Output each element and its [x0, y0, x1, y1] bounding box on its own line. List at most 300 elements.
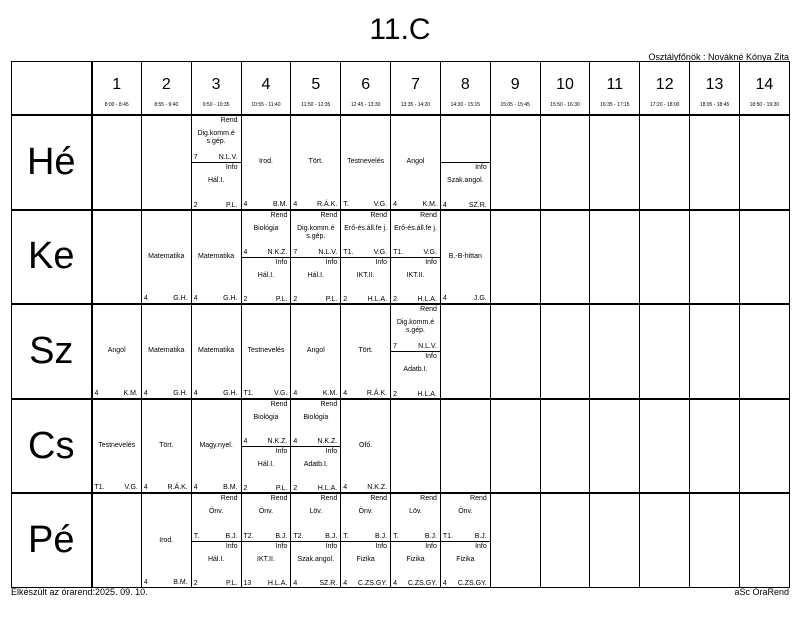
subject-name: Fizika — [456, 555, 475, 563]
period-number: 12 — [655, 76, 674, 93]
subject-name: Irod. — [258, 158, 273, 166]
lesson-content — [690, 494, 739, 587]
day-header — [12, 493, 92, 588]
lesson-cell — [291, 493, 341, 588]
lesson-content — [142, 211, 191, 304]
lesson-cell — [141, 304, 191, 399]
lesson-content — [291, 305, 340, 398]
teacher-label: G.H. — [223, 295, 238, 303]
room-label: 2 — [293, 485, 298, 493]
room-label: 2 — [193, 580, 198, 588]
generated-date: Elkészült az órarend:2025. 09. 10. — [11, 587, 148, 597]
teacher-label: C.ZS.GY. — [457, 580, 487, 588]
group-label: Rend — [470, 495, 487, 503]
lesson-content — [441, 305, 490, 398]
period-header — [291, 62, 341, 116]
lesson-content — [391, 116, 440, 209]
teacher-label: H.L.A. — [417, 390, 437, 398]
subject-name: Biológia — [253, 224, 279, 232]
room-label: 4 — [293, 438, 298, 446]
room-label: 4 — [143, 484, 148, 492]
lesson-cell — [92, 304, 142, 399]
subject-name: Löv. — [409, 508, 422, 516]
group-label: Info — [425, 542, 437, 550]
group-label: Rend — [370, 495, 388, 503]
lesson-cell — [241, 399, 291, 494]
teacher-label: N.K.Z. — [267, 248, 288, 256]
subject-name: Fizika — [406, 555, 425, 563]
period-header — [490, 62, 540, 116]
room-label: 4 — [343, 484, 348, 492]
lesson-cell — [440, 115, 490, 210]
lesson-group-block — [192, 116, 241, 162]
lesson-group-block — [391, 305, 440, 351]
subject-name: Szak.angol. — [447, 177, 484, 185]
lesson-content — [491, 211, 540, 304]
teacher-label: V.G. — [373, 200, 388, 208]
lesson-group-block — [291, 400, 340, 446]
period-number: 11 — [606, 76, 624, 93]
lesson-cell — [92, 115, 142, 210]
lesson-cell — [739, 493, 789, 588]
period-number: 13 — [705, 76, 724, 93]
period-number: 1 — [112, 76, 122, 93]
page-title: 11.C — [369, 13, 431, 46]
lesson-group-block — [291, 211, 340, 257]
lesson-content — [242, 400, 291, 493]
room-label: T1. — [442, 532, 454, 540]
room-label: T. — [343, 532, 349, 540]
day-name: Hé — [26, 140, 76, 183]
teacher-label: B.J. — [424, 532, 437, 540]
teacher-label: N.L.V. — [318, 248, 338, 256]
lesson-content — [590, 400, 639, 493]
period-header — [141, 62, 191, 116]
corner-cell — [12, 62, 92, 116]
lesson-content — [291, 400, 340, 493]
period-header-content — [590, 62, 639, 114]
lesson-block — [242, 305, 291, 398]
lesson-group-block — [341, 211, 390, 257]
teacher-label: R.Á.K. — [167, 484, 188, 492]
subject-name: IKT.II. — [257, 555, 275, 563]
group-label: Info — [475, 164, 487, 172]
subject-name: Dig.komm.é s.gép. — [297, 224, 335, 240]
room-label: 4 — [193, 295, 198, 303]
room-label: 4 — [193, 389, 198, 397]
teacher-label: R.Á.K. — [366, 389, 388, 397]
subject-name: Erő-és.áll.fe j. — [344, 224, 388, 232]
period-header — [590, 62, 640, 116]
period-time: 13:35 - 14:20 — [400, 102, 431, 108]
group-label: Rend — [420, 495, 437, 503]
lesson-cell — [590, 304, 640, 399]
lesson-content — [441, 116, 490, 209]
lesson-content — [441, 400, 490, 493]
lesson-block — [142, 211, 191, 304]
lesson-group-block — [192, 494, 241, 541]
teacher-label: B.J. — [375, 532, 388, 540]
lesson-content — [93, 400, 141, 493]
subject-name: Szak.angol. — [297, 555, 335, 563]
period-header-content — [491, 62, 540, 114]
lesson-cell — [440, 493, 490, 588]
period-number: 10 — [556, 76, 574, 93]
lesson-cell — [690, 304, 740, 399]
period-number: 6 — [361, 76, 371, 93]
teacher-label: G.H. — [173, 295, 188, 303]
subject-name: Irod. — [159, 536, 174, 544]
room-label: 4 — [243, 200, 248, 208]
period-header-content — [640, 62, 689, 114]
lesson-cell — [341, 210, 391, 305]
room-label: T. — [343, 200, 349, 208]
subject-name: Testnevelés — [98, 442, 136, 450]
room-label: T1. — [243, 389, 254, 397]
room-label: 4 — [393, 200, 397, 208]
lesson-content — [192, 116, 241, 209]
group-label: Info — [375, 542, 388, 550]
subject-name: Erő-és.áll.fe j. — [394, 224, 437, 232]
group-label: Rend — [320, 400, 338, 408]
subject-name: Angol — [406, 158, 425, 166]
room-label: 13 — [243, 580, 252, 588]
lesson-content — [640, 494, 689, 587]
lesson-cell — [490, 493, 540, 588]
lesson-cell — [341, 304, 391, 399]
lesson-cell — [690, 210, 740, 305]
period-header — [690, 62, 740, 116]
lesson-content — [491, 305, 540, 398]
period-time: 8:00 - 8:45 — [104, 102, 129, 108]
lesson-content — [541, 116, 590, 209]
lesson-cell — [391, 210, 441, 305]
lesson-cell — [540, 399, 590, 494]
lesson-group-block — [242, 541, 291, 589]
group-label: Info — [325, 258, 338, 266]
teacher-label: N.L.V. — [218, 154, 238, 162]
group-label: Info — [225, 164, 238, 172]
lesson-cell — [540, 304, 590, 399]
teacher-label: V.G. — [124, 484, 138, 492]
lesson-content — [242, 116, 291, 209]
room-label: 4 — [193, 484, 198, 492]
lesson-block — [142, 494, 191, 587]
subject-name: Tört. — [308, 158, 323, 166]
period-time: 16:35 - 17:15 — [600, 102, 630, 108]
teacher-label: G.H. — [173, 389, 188, 397]
subject-name: IKT.II. — [406, 271, 425, 279]
group-label: Rend — [220, 495, 238, 503]
day-name: Sz — [29, 329, 74, 372]
room-label: T1. — [393, 248, 404, 256]
lesson-content — [541, 400, 590, 493]
lesson-cell — [141, 399, 191, 494]
room-label: 4 — [393, 580, 397, 588]
teacher-label: H.L.A. — [267, 580, 288, 588]
subject-name: Önv. — [258, 508, 274, 516]
lesson-cell — [590, 115, 640, 210]
teacher-label: K.M. — [422, 200, 437, 208]
lesson-block — [341, 400, 390, 493]
lesson-content — [441, 211, 490, 304]
room-label: T1. — [94, 484, 105, 492]
group-label: Rend — [320, 495, 338, 503]
room-label: 4 — [143, 579, 148, 587]
subject-name: Löv. — [309, 508, 323, 516]
group-label: Rend — [320, 211, 338, 219]
room-label: 4 — [293, 389, 298, 397]
period-header-content — [740, 62, 789, 114]
period-header-content — [541, 62, 590, 114]
day-row — [12, 304, 790, 399]
lesson-content — [242, 211, 291, 304]
teacher-label: K.M. — [322, 389, 338, 397]
teacher-label: N.K.Z. — [317, 438, 338, 446]
room-label: 2 — [393, 296, 397, 304]
lesson-content — [640, 305, 689, 398]
lesson-content — [491, 494, 540, 587]
lesson-cell — [640, 210, 690, 305]
group-label: Rend — [270, 495, 288, 503]
lesson-content — [590, 211, 639, 304]
lesson-group-block — [391, 351, 440, 398]
lesson-group-block — [341, 257, 390, 304]
group-label: Info — [225, 542, 238, 550]
period-number: 2 — [161, 76, 171, 93]
period-header — [540, 62, 590, 116]
subject-name: Hál.I. — [257, 461, 275, 469]
room-label: 7 — [293, 248, 298, 256]
period-time: 15:50 - 16:30 — [550, 102, 580, 108]
period-header-content — [291, 62, 340, 114]
lesson-content — [291, 494, 340, 587]
lesson-content — [590, 305, 639, 398]
lesson-cell — [490, 115, 540, 210]
lesson-content — [690, 400, 739, 493]
subject-name: Adatb.I. — [303, 461, 328, 469]
lesson-group-block — [242, 494, 291, 541]
lesson-cell — [540, 115, 590, 210]
lesson-block — [341, 116, 390, 209]
lesson-content — [740, 211, 789, 304]
teacher-label: SZ.R. — [319, 580, 338, 588]
room-label: 4 — [143, 389, 148, 397]
lesson-content — [740, 305, 789, 398]
period-header-content — [192, 62, 241, 114]
group-label: Rend — [420, 211, 437, 219]
lesson-cell — [739, 304, 789, 399]
lesson-cell — [341, 115, 391, 210]
group-label: Rend — [270, 211, 288, 219]
lesson-content — [590, 116, 639, 209]
period-time: 14:30 - 15:15 — [450, 102, 481, 108]
group-label: Rend — [270, 400, 288, 408]
period-header-content — [441, 62, 490, 114]
room-label: 4 — [293, 200, 298, 208]
day-name: Pé — [28, 519, 75, 562]
lesson-group-block — [441, 494, 490, 541]
lesson-content — [491, 116, 540, 209]
lesson-cell — [739, 399, 789, 494]
room-label: T2. — [243, 532, 254, 540]
period-header — [640, 62, 690, 116]
lesson-cell — [590, 399, 640, 494]
teacher-label: B.M. — [272, 200, 288, 208]
lesson-content — [291, 116, 340, 209]
subject-name: Tört. — [358, 347, 373, 355]
lesson-content — [291, 211, 340, 304]
subject-name: Hál.I. — [207, 177, 225, 185]
lesson-content — [341, 305, 390, 398]
group-label: Info — [325, 448, 338, 456]
period-number: 9 — [510, 76, 520, 93]
day-header — [12, 210, 92, 305]
lesson-cell — [590, 210, 640, 305]
lesson-content — [541, 494, 590, 587]
teacher-label: C.ZS.GY. — [407, 580, 437, 588]
group-label: Info — [275, 542, 288, 550]
subject-name: Hál.I. — [207, 555, 225, 563]
teacher-label: B.J. — [474, 532, 487, 540]
lesson-cell — [391, 493, 441, 588]
lesson-cell — [690, 399, 740, 494]
lesson-group-block — [291, 446, 340, 493]
period-header — [191, 62, 241, 116]
lesson-content — [640, 400, 689, 493]
lesson-block — [93, 400, 141, 493]
period-time: 9:50 - 10:35 — [202, 102, 230, 108]
lesson-cell — [490, 399, 540, 494]
lesson-cell — [540, 210, 590, 305]
lesson-content — [142, 116, 191, 209]
lesson-cell — [191, 115, 241, 210]
lesson-content — [192, 494, 241, 587]
room-label: 2 — [243, 485, 248, 493]
group-label: Rend — [220, 117, 238, 124]
lesson-cell — [640, 493, 690, 588]
lesson-content — [93, 494, 141, 587]
day-row — [12, 399, 790, 494]
period-number: 4 — [261, 76, 271, 93]
subject-name: Önv. — [358, 508, 373, 516]
room-label: 4 — [442, 580, 447, 588]
room-label: 4 — [293, 580, 298, 588]
teacher-label: N.L.V. — [418, 343, 437, 351]
lesson-cell — [739, 210, 789, 305]
lesson-content — [93, 211, 141, 304]
lesson-cell — [391, 304, 441, 399]
lesson-block — [192, 211, 241, 304]
lesson-group-block — [341, 494, 390, 541]
period-header-content — [690, 62, 739, 114]
period-time: 11:50 - 12:35 — [301, 102, 331, 108]
lesson-cell — [690, 115, 740, 210]
period-time: 12:45 - 13:30 — [350, 102, 381, 108]
subject-name: Tört. — [159, 442, 174, 450]
lesson-cell — [241, 304, 291, 399]
group-label: Info — [475, 542, 487, 550]
period-time: 18:05 - 18:45 — [699, 102, 730, 108]
lesson-content — [541, 211, 590, 304]
subject-name: Hál.I. — [307, 271, 324, 279]
room-label: 4 — [343, 580, 348, 588]
subject-name: Adatb.I. — [403, 366, 428, 374]
lesson-group-block — [192, 162, 241, 209]
lesson-cell — [191, 304, 241, 399]
lesson-group-block — [242, 211, 291, 257]
group-label: Rend — [370, 211, 388, 219]
lesson-content — [93, 305, 141, 398]
room-label: 7 — [193, 154, 198, 162]
period-time: 18:50 - 19:30 — [749, 102, 780, 108]
lesson-content — [640, 211, 689, 304]
lesson-cell — [191, 210, 241, 305]
lesson-cell — [141, 210, 191, 305]
teacher-label: C.ZS.GY. — [358, 580, 388, 588]
lesson-content — [391, 400, 440, 493]
subject-name: Önv. — [458, 508, 473, 516]
period-time: 15:05 - 15:45 — [500, 102, 530, 108]
teacher-label: N.K.Z. — [267, 438, 288, 446]
teacher-label: P.L. — [325, 296, 338, 304]
subject-name: Ofő. — [359, 442, 373, 450]
lesson-block — [441, 211, 490, 304]
lesson-cell — [92, 493, 142, 588]
period-number: 3 — [211, 76, 221, 93]
lesson-content — [192, 305, 241, 398]
lesson-cell — [141, 493, 191, 588]
teacher-label: B.J. — [275, 532, 288, 540]
lesson-cell — [141, 115, 191, 210]
room-label: 4 — [343, 389, 348, 397]
lesson-group-block — [192, 541, 241, 589]
day-header — [12, 115, 92, 210]
teacher-label: K.M. — [123, 389, 138, 397]
lesson-block — [142, 400, 191, 493]
room-label: 4 — [243, 438, 248, 446]
room-label: 2 — [393, 390, 397, 398]
subject-name: B.-B-hittan — [448, 252, 482, 260]
period-header-content — [93, 62, 141, 114]
subject-name: Matematika — [148, 252, 185, 260]
lesson-cell — [739, 115, 789, 210]
lesson-cell — [291, 210, 341, 305]
room-label: 2 — [193, 201, 198, 209]
subject-name: Matematika — [198, 252, 235, 260]
lesson-content — [192, 400, 241, 493]
subject-name: Matematika — [148, 347, 185, 355]
teacher-label: G.H. — [223, 389, 238, 397]
period-header — [92, 62, 142, 116]
room-label: 4 — [143, 295, 148, 303]
lesson-group-block — [242, 446, 291, 493]
teacher-label: P.L. — [225, 201, 238, 209]
lesson-block — [291, 305, 340, 398]
lesson-cell — [291, 304, 341, 399]
subject-name: Hál.I. — [257, 271, 275, 279]
lesson-content — [740, 116, 789, 209]
lesson-content — [740, 494, 789, 587]
lesson-cell — [640, 304, 690, 399]
period-header — [440, 62, 490, 116]
lesson-content — [341, 400, 390, 493]
lesson-cell — [391, 115, 441, 210]
lesson-content — [541, 305, 590, 398]
teacher-label: P.L. — [275, 296, 288, 304]
lesson-content — [640, 116, 689, 209]
teacher-label: B.J. — [225, 532, 238, 540]
